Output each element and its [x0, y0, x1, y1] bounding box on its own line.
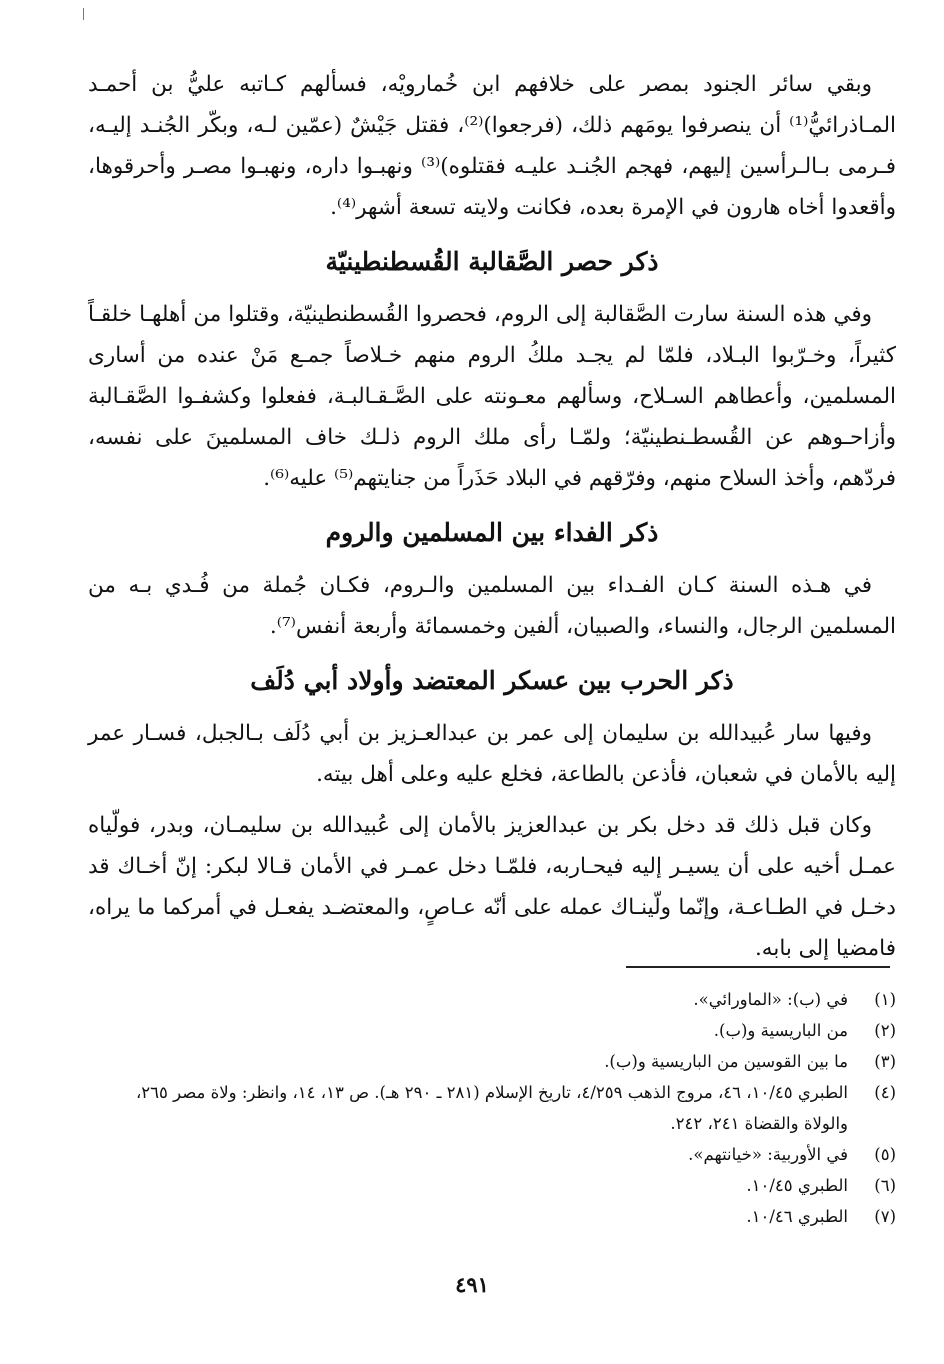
- section-heading-2: ذكر الفداء بين المسلمين والروم: [325, 518, 659, 547]
- footnote-row: [96, 1201, 896, 1232]
- footnote-row: [96, 1046, 896, 1077]
- paragraph-5: وكان قبل ذلك قد دخل بكر بن عبدالعزيز بالأمان إلى عُبيدالله بن سليمـان، وبدر، فولّياه عمـل أخيه على أن يسيـر إليه فيحـاربه، فلمّـا دخل عمـر في الأمان قـالا لبكر: إنّ أخـاك قد دخـل في الطـاعـة، وإنّما ولّينـاك عمله على أنّه عـاصٍ، والمعتضـد يفعـل في أمركما ما يراه، فامضيا إلى بابه.: [88, 813, 896, 961]
- footnote-row: [96, 1139, 896, 1170]
- footnote-number: (٥): [874, 1145, 896, 1164]
- footnote-text: الطبري ١٠/٤٥، ٤٦، مروج الذهب ٤/٢٥٩، تاريخ الإسلام (٢٨١ ـ ٢٩٠ هـ). ص ١٣، ١٤، وانظر: ولاة مصر ٢٦٥، والولاة والقضاة ٢٤١، ٢٤٢.: [135, 1083, 848, 1133]
- section-heading-1: ذكر حصر الصَّقالبة القُسطنطينيّة: [325, 247, 659, 276]
- footnote-text: الطبري ١٠/٤٥.: [746, 1176, 848, 1195]
- footnote-row: [96, 1077, 896, 1139]
- footnote-text: في الأوربية: «خيانتهم».: [688, 1145, 848, 1164]
- paragraph-1: وبقي سائر الجنود بمصر على خلافهم ابن خُمارويْه، فسألهم كـاتبه عليُّ بن أحمـد المـاذرائيُّ⁽¹⁾ أن ينصرفوا يومَهم ذلك، (فرجعوا)⁽²⁾، فقتل جَيْشٌ (عمّين لـه، وبكّر الجُنـد إليـه، فـرمى بـالـرأسين إليهم، فهجم الجُنـد عليـه فقتلوه)⁽³⁾ ونهبـوا داره، ونهبـوا مصـر وأحرقوها، وأقعدوا أخاه هارون في الإمرة بعده، فكانت ولايته تسعة أشهر⁽⁴⁾.: [88, 72, 896, 220]
- paragraph-3: في هـذه السنة كـان الفـداء بين المسلمين والـروم، فكـان جُملة من فُـدي بـه من المسلمين الرجال، والنساء، والصبيان، ألفين وخمسمائة وأربعة أنفس⁽⁷⁾.: [88, 573, 896, 639]
- footnotes: [96, 984, 896, 1232]
- section-heading-3: ذكر الحرب بين عسكر المعتضد وأولاد أبي دُلَف: [250, 666, 734, 695]
- footnote-number: (٧): [874, 1207, 896, 1226]
- footnote-number: (٣): [874, 1052, 896, 1071]
- footnote-row: [96, 1170, 896, 1201]
- footnote-text: من الباريسية و(ب).: [713, 1021, 848, 1040]
- footnote-row: [96, 984, 896, 1015]
- footnote-separator: [626, 966, 890, 968]
- paragraph-2: وفي هذه السنة سارت الصَّقالبة إلى الروم، فحصروا القُسطنطينيّة، وقتلوا من أهلهـا خلقـاً كثيراً، وخـرّبوا البـلاد، فلمّا لم يجـد ملكُ الروم منهم خـلاصاً جمـع مَنْ عنده من أسارى المسلمين، وأعطاهم السـلاح، وسألهم معـونته على الصَّـقـالبـة، ففعلوا وكشفـوا الصَّقـالبة وأزاحـوهم عن القُسطـنطينيّة؛ ولمّـا رأى ملك الروم ذلـك خاف المسلمينَ على نفسه، فردّهم، وأخذ السلاح منهم، وفرّقهم في البلاد حَذَراً من جنايتهم⁽⁵⁾ عليه⁽⁶⁾.: [88, 302, 896, 491]
- footnote-number: (٦): [874, 1176, 896, 1195]
- footnote-number: (٤): [874, 1083, 896, 1102]
- footnote-number: (٢): [874, 1021, 896, 1040]
- footnote-number: (١): [874, 990, 896, 1009]
- footnote-text: في (ب): «الماورائي».: [693, 990, 848, 1009]
- page-number: ٤٩١: [455, 1272, 489, 1297]
- paragraph-4: وفيها سار عُبيدالله بن سليمان إلى عمر بن عبدالعـزيز بن أبي دُلَف بـالجبل، فسـار عمر إليه بالأمان في شعبان، فأذعن بالطاعة، فخلع عليه وعلى أهل بيته.: [88, 721, 896, 787]
- footnote-row: [96, 1015, 896, 1046]
- page-body: [88, 64, 896, 979]
- footnote-text: ما بين القوسين من الباريسية و(ب).: [604, 1052, 848, 1071]
- footnote-text: الطبري ١٠/٤٦.: [746, 1207, 848, 1226]
- scan-edge-mark: [83, 8, 84, 20]
